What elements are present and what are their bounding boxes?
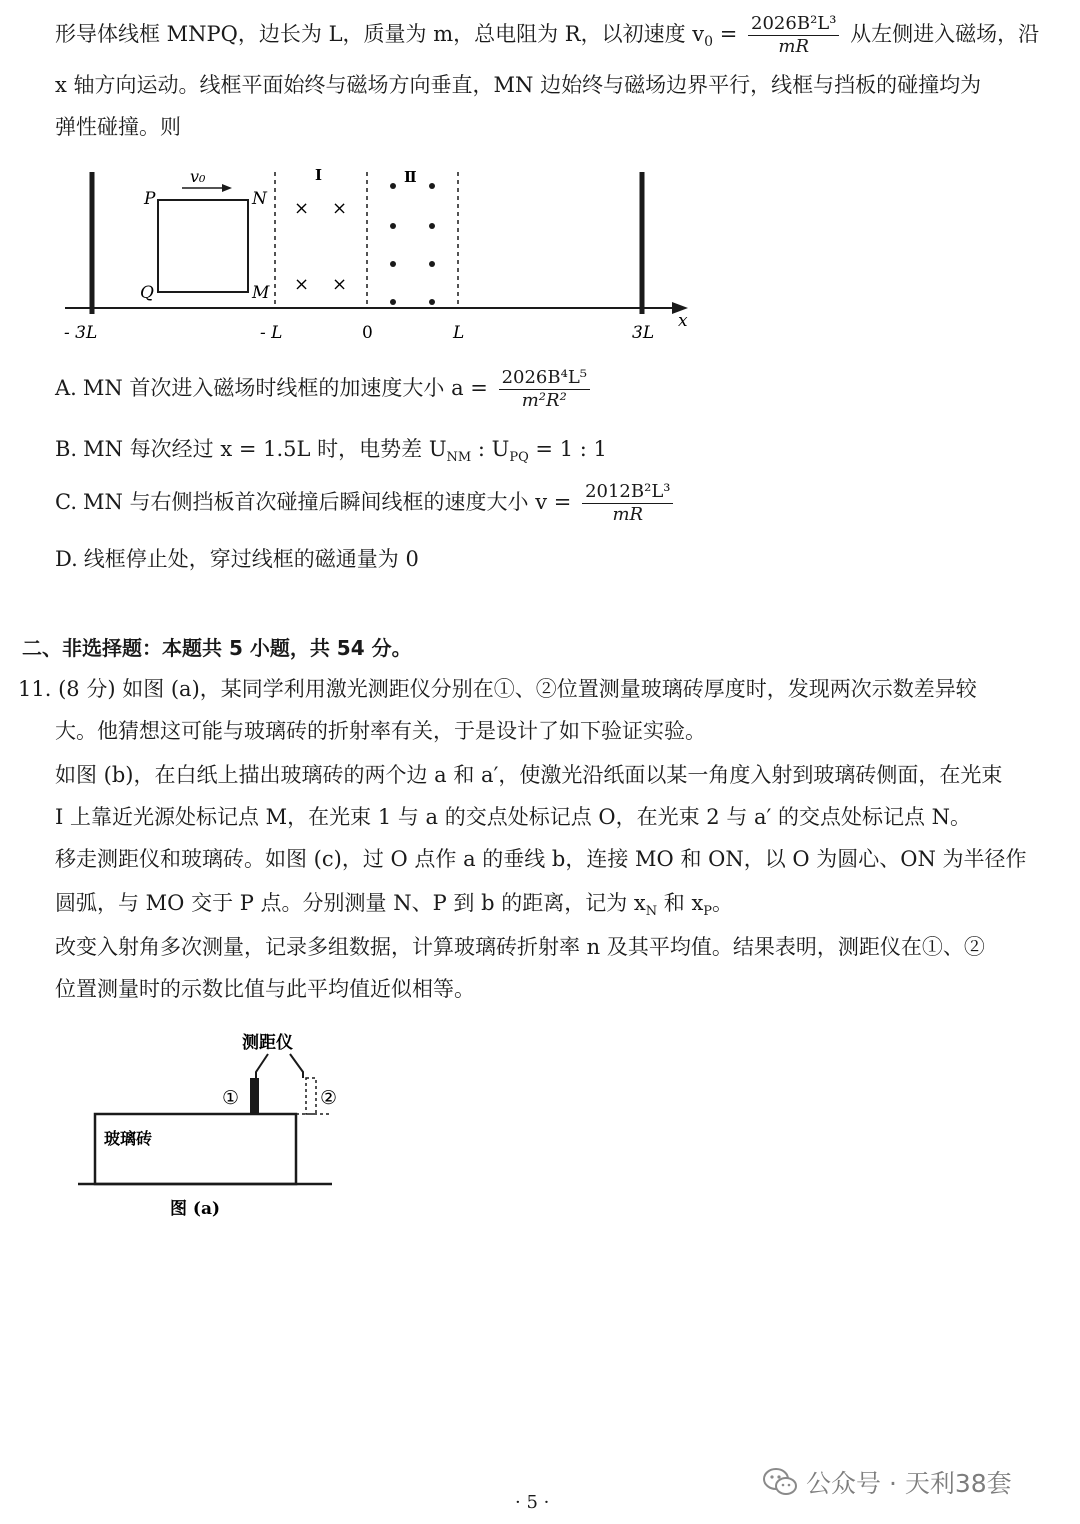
text-segment: 圆弧，与 MO 交于 P 点。分别测量 N、P 到 b 的距离，记为 x	[55, 891, 646, 915]
option-a-label: A.	[55, 376, 77, 400]
field-into-page-marks	[294, 198, 347, 295]
position-2-label: ②	[320, 1087, 338, 1109]
region-2-label: Ⅱ	[404, 168, 417, 186]
rangefinder-position-1	[250, 1078, 259, 1114]
svg-text:×: ×	[294, 274, 310, 295]
svg-text:×: ×	[332, 198, 348, 219]
vertex-p-label: P	[144, 189, 156, 209]
subscript: NM	[446, 450, 472, 466]
fraction-numerator: 2026B²L³	[748, 14, 839, 36]
subscript: PQ	[509, 450, 529, 466]
watermark	[762, 1464, 1012, 1500]
region-1-label: Ⅰ	[315, 166, 323, 184]
svg-text:×: ×	[332, 274, 348, 295]
square-wire-frame	[158, 200, 248, 292]
position-1-label: ①	[222, 1087, 240, 1109]
question-11-line-3: 如图 (b)，在白纸上描出玻璃砖的两个边 a 和 a′，使激光沿纸面以某一角度入射到玻璃砖侧面，在光束	[55, 763, 1003, 787]
glass-block	[95, 1114, 296, 1184]
option-c-text: MN 与右侧挡板首次碰撞后瞬间线框的速度大小 v =	[83, 490, 572, 514]
question-11-line-7: 改变入射角多次测量，记录多组数据，计算玻璃砖折射率 n 及其平均值。结果表明，测距仪在①、②	[55, 935, 985, 959]
text-segment: 形导体线框 MNPQ，边长为 L，质量为 m，总电阻为 R，以初速度 v	[55, 22, 705, 46]
x-axis-label: x	[678, 311, 688, 331]
rangefinder-label: 测距仪	[242, 1033, 293, 1053]
text-segment: 从左侧进入磁场，沿	[850, 22, 1040, 46]
question-11-line-4: Ⅰ 上靠近光源处标记点 M，在光束 1 与 a 的交点处标记点 O，在光束 2 与 a′ 的交点处标记点 N。	[55, 805, 972, 829]
page-number: · 5 ·	[515, 1492, 550, 1513]
svg-text:×: ×	[294, 198, 310, 219]
leader-line-1	[256, 1054, 268, 1078]
option-c-label: C.	[55, 490, 77, 514]
tick-minus-l: - L	[260, 323, 283, 343]
option-b-label: B.	[55, 437, 78, 461]
section-heading: 二、非选择题：本题共 5 小题，共 54 分。	[22, 636, 412, 660]
problem-line-2: x 轴方向运动。线框平面始终与磁场方向垂直，MN 边始终与磁场边界平行，线框与挡板的碰撞均为	[55, 73, 982, 97]
tick-zero: 0	[362, 323, 373, 343]
question-11-line-2: 大。他猜想这可能与玻璃砖的折射率有关，于是设计了如下验证实验。	[55, 719, 706, 743]
tick-l: L	[453, 323, 465, 343]
option-a-fraction	[499, 368, 590, 411]
subscript: 0	[704, 34, 714, 51]
wechat-icon	[762, 1467, 798, 1497]
watermark-text: 公众号 · 天利38套	[806, 1469, 1012, 1498]
option-a-text: MN 首次进入磁场时线框的加速度大小 a =	[82, 376, 488, 400]
velocity-arrow-head	[222, 184, 232, 192]
text-segment: (8 分) 如图 (a)，某同学利用激光测距仪分别在①、②位置测量玻璃砖厚度时，发现两次示数差异较	[58, 677, 977, 701]
vertex-n-label: N	[252, 189, 267, 209]
option-a	[55, 368, 594, 411]
question-11-line-1	[18, 674, 977, 704]
figure-a-caption: 图 (a)	[170, 1199, 221, 1219]
tick-3l: 3L	[632, 323, 655, 343]
fraction-denominator: m²R²	[521, 390, 567, 411]
text-segment: 和 x	[657, 891, 704, 915]
magnetic-field-diagram	[60, 160, 700, 350]
text-segment: 。	[712, 891, 734, 915]
option-d	[55, 544, 419, 574]
option-d-text: 线框停止处，穿过线框的磁通量为 0	[83, 547, 419, 571]
text-segment: = 1 : 1	[528, 437, 607, 461]
glass-block-label: 玻璃砖	[104, 1129, 153, 1148]
problem-line-1	[55, 14, 1039, 57]
option-d-label: D.	[55, 547, 78, 571]
option-c	[55, 482, 677, 525]
problem-line-3: 弹性碰撞。则	[55, 115, 181, 139]
fraction-numerator: 2012B²L³	[582, 482, 673, 504]
tick-minus-3l: - 3L	[64, 323, 98, 343]
vertex-q-label: Q	[140, 283, 154, 303]
equals-sign: =	[713, 22, 738, 46]
question-11-line-6	[55, 888, 733, 927]
question-11-line-5: 移走测距仪和玻璃砖。如图 (c)，过 O 点作 a 的垂线 b，连接 MO 和 ON，以 O 为圆心、ON 为半径作	[55, 847, 1027, 871]
option-b	[55, 434, 607, 473]
fraction-v0	[748, 14, 839, 57]
subscript: P	[703, 904, 713, 920]
subscript: N	[645, 904, 658, 920]
leader-line-2	[290, 1054, 303, 1078]
question-11-line-8: 位置测量时的示数比值与此平均值近似相等。	[55, 977, 475, 1001]
fraction-numerator: 2026B⁴L⁵	[499, 368, 590, 390]
rangefinder-position-2	[306, 1078, 316, 1114]
option-c-fraction	[582, 482, 673, 525]
figure-a-diagram	[70, 1020, 350, 1225]
option-b-text: MN 每次经过 x = 1.5L 时，电势差 U	[83, 437, 447, 461]
fraction-denominator: mR	[612, 504, 644, 525]
question-number: 11.	[18, 677, 52, 701]
text-segment: : U	[471, 437, 510, 461]
fraction-denominator: mR	[778, 36, 810, 57]
field-out-of-page-marks	[390, 183, 435, 305]
velocity-label: v₀	[190, 167, 206, 186]
vertex-m-label: M	[252, 283, 270, 303]
